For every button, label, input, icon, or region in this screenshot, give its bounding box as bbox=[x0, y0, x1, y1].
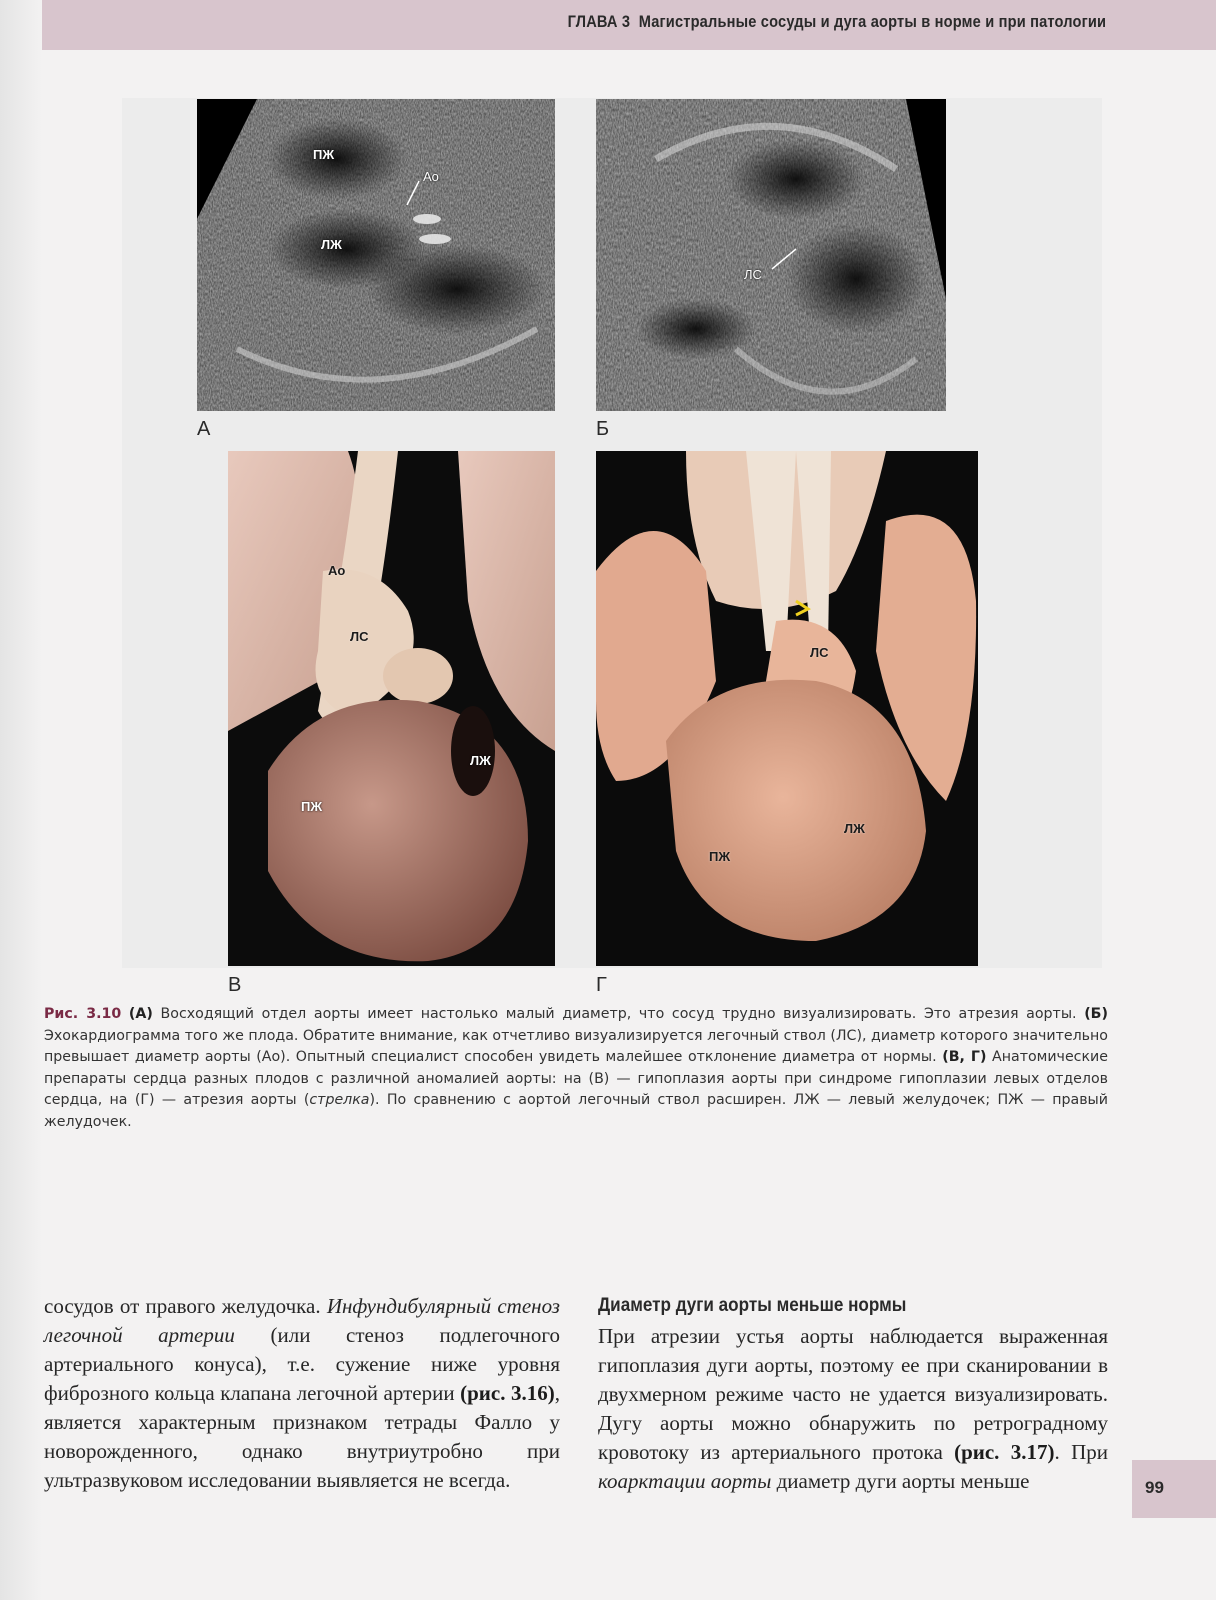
caption-text-b: Эхокардиограмма того же плода. Обратите внимание, как отчетливо визуализируется легочный ствол (ЛС), диаметр которого значительно превышает диаметр аорты (Ао). Опытный специалист способен увидеть малейшее отклонение диаметра от нормы. bbox=[44, 1027, 1108, 1066]
left-text-2: (или стеноз подлегочного артериального конуса), т.е. сужение ниже уровня фиброзного кольца клапана легочной артерии bbox=[44, 1323, 561, 1405]
panel-b-ultrasound bbox=[596, 99, 946, 411]
chapter-title: Магистральные сосуды и дуга аорты в норме и при патологии bbox=[638, 12, 1106, 31]
panel-v-specimen bbox=[228, 451, 555, 966]
label-pa: ЛС bbox=[350, 629, 369, 644]
caption-text-vg-2: ). По сравнению с аортой легочный ствол расширен. ЛЖ — левый желудочек; ПЖ — правый желудочек. bbox=[44, 1092, 1108, 1130]
caption-marker-a: (А) bbox=[128, 1006, 153, 1022]
ultrasound-image-a bbox=[197, 99, 555, 411]
panel-letter-b: Б bbox=[596, 418, 610, 440]
left-text-1: сосудов от правого желудочка. bbox=[44, 1294, 327, 1318]
label-lv: ЛЖ bbox=[844, 821, 865, 836]
specimen-image-v bbox=[228, 451, 555, 966]
left-figure-ref: (рис. 3.16) bbox=[460, 1381, 555, 1405]
caption-text-vg-1: Анатомические препараты сердца разных плодов с различной аномалией аорты: на (В) — гипоплазия аорты при синдроме гипоплазии левых отделов сердца, на (Г) — атрезия аорты ( bbox=[44, 1049, 1108, 1109]
caption-marker-vg: (В, Г) bbox=[942, 1049, 987, 1066]
figure-number: Рис. 3.10 bbox=[44, 1006, 122, 1022]
page-number: 99 bbox=[1145, 1478, 1164, 1497]
label-rv: ПЖ bbox=[313, 147, 335, 162]
label-ao: Ао bbox=[328, 563, 346, 578]
caption-text-a: Восходящий отдел аорты имеет настолько малый диаметр, что сосуд трудно визуализировать. Это атрезия аорты. bbox=[152, 1006, 1085, 1022]
label-rv: ПЖ bbox=[709, 849, 731, 864]
panel-letter-g: Г bbox=[596, 974, 607, 996]
panel-g-specimen bbox=[596, 451, 978, 966]
ultrasound-image-b bbox=[596, 99, 946, 411]
panel-letter-v: В bbox=[228, 974, 242, 996]
label-lv: ЛЖ bbox=[321, 237, 342, 252]
left-text-3: , является характерным признаком тетрады Фалло у новорожденного, однако внутриутробно при ультразвуковом исследовании выявляется не всегда. bbox=[44, 1381, 560, 1492]
right-figure-ref: (рис. 3.17) bbox=[954, 1440, 1055, 1464]
panel-letter-a: А bbox=[197, 418, 211, 440]
chapter-label: ГЛАВА 3 bbox=[567, 12, 630, 31]
label-lv: ЛЖ bbox=[470, 753, 491, 768]
right-text-3: диаметр дуги аорты меньше bbox=[771, 1469, 1030, 1493]
page-gutter bbox=[0, 0, 42, 1600]
label-pa: ЛС bbox=[810, 645, 829, 660]
right-text-1: При атрезии устья аорты наблюдается выраженная гипоплазия дуги аорты, поэтому ее при сканировании в двухмерном режиме часто не удается визуализировать. Дугу аорты можно обнаружить по ретроградному кровотоку из артериального протока bbox=[598, 1324, 1108, 1464]
label-rv: ПЖ bbox=[301, 799, 323, 814]
body-column-left bbox=[44, 1292, 560, 1495]
label-ao: Ао bbox=[423, 169, 439, 184]
section-heading: Диаметр дуги аорты меньше нормы bbox=[598, 1295, 907, 1316]
right-text-2: . При bbox=[1054, 1440, 1108, 1464]
figure-caption bbox=[44, 1004, 1108, 1134]
label-pa: ЛС bbox=[744, 267, 762, 282]
body-column-right bbox=[598, 1322, 1108, 1496]
caption-marker-b: (Б) bbox=[1084, 1006, 1108, 1022]
specimen-image-g bbox=[596, 451, 978, 966]
caption-italic-arrow: стрелка bbox=[309, 1092, 370, 1109]
panel-a-ultrasound bbox=[197, 99, 555, 411]
running-header-text bbox=[567, 12, 1106, 32]
left-italic-term: Инфундибулярный стеноз легочной артерии bbox=[44, 1294, 560, 1347]
right-italic-term: коарктации аорты bbox=[598, 1469, 772, 1493]
